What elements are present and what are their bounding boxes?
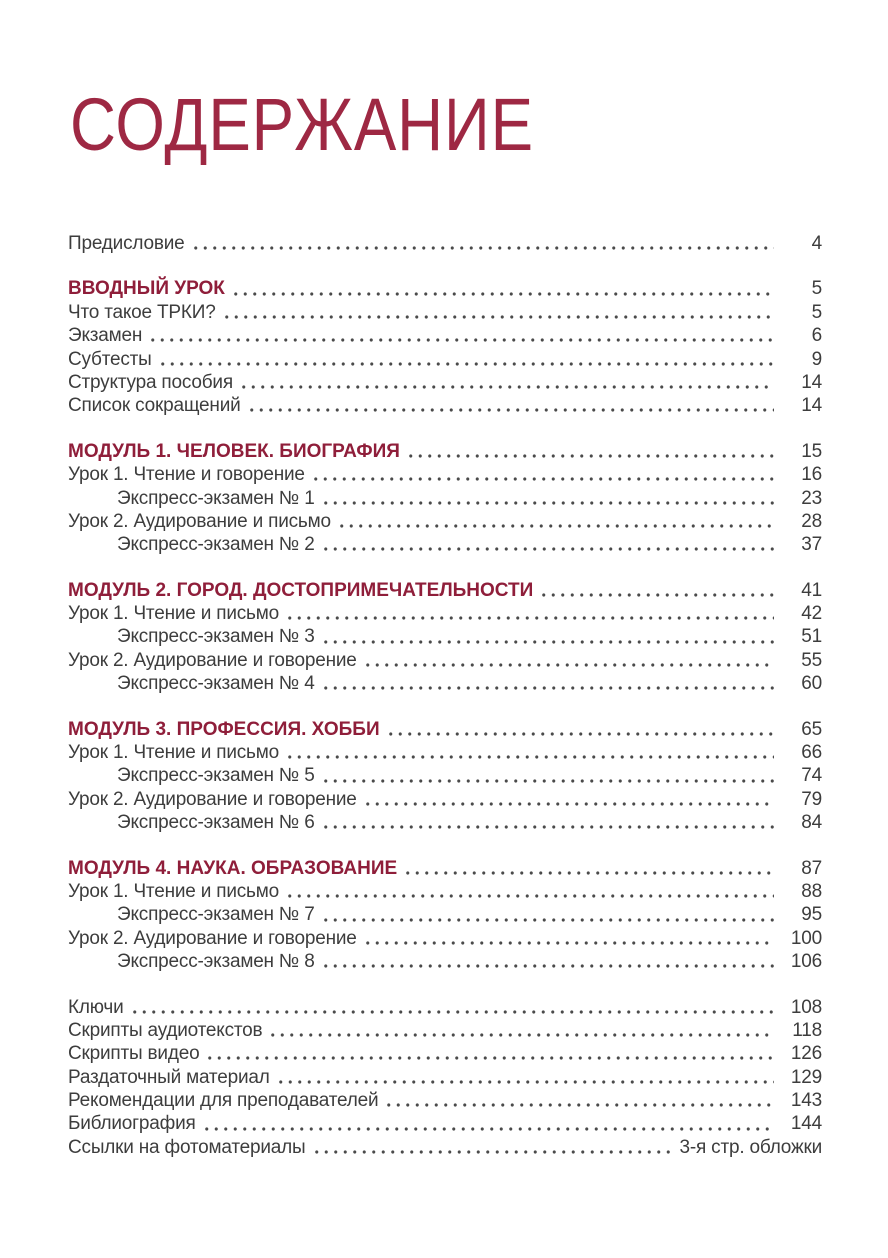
toc-entry-label: Экспресс-экзамен № 7 bbox=[117, 904, 315, 926]
toc-row bbox=[68, 301, 822, 324]
toc-row bbox=[68, 487, 822, 510]
toc-entry-label: Экспресс-экзамен № 1 bbox=[117, 487, 315, 509]
toc-entry-label: Урок 1. Чтение и письмо bbox=[68, 742, 279, 764]
dotted-leader bbox=[158, 348, 774, 371]
toc-entry-label: Ссылки на фотоматериалы bbox=[68, 1136, 306, 1158]
dotted-leader bbox=[276, 1066, 774, 1089]
toc-row bbox=[68, 371, 822, 394]
toc-entry-page: 106 bbox=[790, 951, 822, 973]
toc-entry-label: Скрипты аудиотекстов bbox=[68, 1019, 263, 1041]
dotted-leader bbox=[321, 487, 774, 510]
toc-row bbox=[68, 903, 822, 926]
toc-entry-page: 4 bbox=[811, 232, 822, 254]
toc-entry-label: Урок 2. Аудирование и говорение bbox=[68, 649, 357, 671]
toc-entry-label: Ключи bbox=[68, 996, 124, 1018]
toc-row bbox=[68, 741, 822, 764]
dotted-leader bbox=[539, 579, 774, 602]
toc-row bbox=[68, 533, 822, 556]
dotted-leader bbox=[321, 811, 774, 834]
dotted-leader bbox=[337, 510, 774, 533]
toc-entry-page: 88 bbox=[801, 880, 822, 902]
toc-entry-label: Структура пособия bbox=[68, 371, 233, 393]
toc-entry-page: 5 bbox=[811, 278, 822, 300]
toc-row bbox=[68, 232, 822, 255]
dotted-leader bbox=[363, 927, 774, 950]
dotted-leader bbox=[321, 672, 774, 695]
toc-row bbox=[68, 649, 822, 672]
toc-row bbox=[68, 1042, 822, 1065]
toc-section-heading-row bbox=[68, 277, 822, 300]
toc-entry-label: Урок 2. Аудирование и говорение bbox=[68, 788, 357, 810]
toc-row bbox=[68, 996, 822, 1019]
toc-entry-label: Субтесты bbox=[68, 348, 152, 370]
toc-entry-label: Скрипты видео bbox=[68, 1043, 200, 1065]
dotted-leader bbox=[321, 533, 774, 556]
toc-entry-label: Экзамен bbox=[68, 325, 143, 347]
dotted-leader bbox=[363, 649, 774, 672]
toc-section-heading-row bbox=[68, 718, 822, 741]
toc-row bbox=[68, 625, 822, 648]
toc-entry-label: Экспресс-экзамен № 4 bbox=[117, 673, 315, 695]
toc-group bbox=[68, 440, 822, 557]
toc-row bbox=[68, 510, 822, 533]
dotted-leader bbox=[285, 880, 774, 903]
toc-entry-label: Урок 1. Чтение и письмо bbox=[68, 880, 279, 902]
toc-entry-page: 84 bbox=[801, 812, 822, 834]
toc-entry-label: Что такое ТРКИ? bbox=[68, 301, 216, 323]
toc-entry-label: Рекомендации для преподавателей bbox=[68, 1090, 379, 1112]
dotted-leader bbox=[406, 440, 774, 463]
toc-entry-label: Библиография bbox=[68, 1113, 196, 1135]
toc-entry-label: Раздаточный материал bbox=[68, 1066, 270, 1088]
dotted-leader bbox=[247, 394, 774, 417]
toc-group bbox=[68, 232, 822, 255]
toc-entry-page: 14 bbox=[801, 371, 822, 393]
toc-entry-page: 55 bbox=[801, 649, 822, 671]
dotted-leader bbox=[363, 788, 774, 811]
toc-entry-label: Список сокращений bbox=[68, 395, 241, 417]
toc-entry-page: 118 bbox=[792, 1019, 822, 1041]
toc-entry-page: 16 bbox=[801, 464, 822, 486]
dotted-leader bbox=[321, 903, 774, 926]
dotted-leader bbox=[130, 996, 775, 1019]
toc-entry-label: МОДУЛЬ 4. НАУКА. ОБРАЗОВАНИЕ bbox=[68, 857, 398, 879]
toc-entry-page: 15 bbox=[801, 440, 822, 462]
dotted-leader bbox=[386, 718, 774, 741]
toc-entry-label: Урок 1. Чтение и говорение bbox=[68, 464, 305, 486]
dotted-leader bbox=[321, 950, 774, 973]
dotted-leader bbox=[384, 1089, 774, 1112]
toc-section-heading-row bbox=[68, 579, 822, 602]
toc-group bbox=[68, 718, 822, 835]
toc-entry-page: 95 bbox=[801, 904, 822, 926]
toc-entry-page: 87 bbox=[801, 857, 822, 879]
dotted-leader bbox=[148, 324, 774, 347]
toc-row bbox=[68, 764, 822, 787]
toc-entry-page: 100 bbox=[790, 927, 822, 949]
dotted-leader bbox=[321, 764, 774, 787]
dotted-leader bbox=[268, 1019, 774, 1042]
toc-entry-page: 6 bbox=[811, 325, 822, 347]
toc-row bbox=[68, 602, 822, 625]
dotted-leader bbox=[231, 277, 774, 300]
toc-row bbox=[68, 811, 822, 834]
toc-entry-label: Экспресс-экзамен № 5 bbox=[117, 765, 315, 787]
toc-section-heading-row bbox=[68, 857, 822, 880]
toc-entry-page: 144 bbox=[790, 1113, 822, 1135]
toc-entry-label: Урок 2. Аудирование и письмо bbox=[68, 510, 331, 532]
toc-entry-page: 129 bbox=[790, 1066, 822, 1088]
toc-entry-label: Экспресс-экзамен № 2 bbox=[117, 534, 315, 556]
toc-row bbox=[68, 1019, 822, 1042]
toc-row bbox=[68, 788, 822, 811]
toc-entry-page: 66 bbox=[801, 742, 822, 764]
dotted-leader bbox=[191, 232, 774, 255]
dotted-leader bbox=[285, 741, 774, 764]
dotted-leader bbox=[403, 857, 774, 880]
toc-row bbox=[68, 394, 822, 417]
toc-entry-page: 42 bbox=[801, 603, 822, 625]
toc-entry-label: МОДУЛЬ 2. ГОРОД. ДОСТОПРИМЕЧАТЕЛЬНОСТИ bbox=[68, 579, 534, 601]
toc-entry-page: 23 bbox=[801, 487, 822, 509]
dotted-leader bbox=[311, 463, 774, 486]
toc-row bbox=[68, 463, 822, 486]
toc-entry-page: 9 bbox=[811, 348, 822, 370]
toc-entry-page: 14 bbox=[801, 395, 822, 417]
page-title: СОДЕРЖАНИЕ bbox=[70, 83, 534, 166]
toc-entry-page: 60 bbox=[801, 673, 822, 695]
toc-entry-label: МОДУЛЬ 3. ПРОФЕССИЯ. ХОББИ bbox=[68, 718, 380, 740]
toc-entry-label: МОДУЛЬ 1. ЧЕЛОВЕК. БИОГРАФИЯ bbox=[68, 440, 400, 462]
toc-group bbox=[68, 277, 822, 417]
toc-entry-label: Предисловие bbox=[68, 232, 185, 254]
toc-entry-page: 3-я стр. обложки bbox=[679, 1136, 822, 1158]
toc-entry-page: 65 bbox=[801, 718, 822, 740]
toc-list bbox=[68, 232, 822, 1159]
dotted-leader bbox=[321, 625, 774, 648]
toc-entry-page: 41 bbox=[801, 579, 822, 601]
toc-row bbox=[68, 1089, 822, 1112]
toc-row bbox=[68, 1113, 822, 1136]
toc-group bbox=[68, 996, 822, 1160]
toc-row bbox=[68, 348, 822, 371]
toc-row bbox=[68, 1136, 822, 1159]
dotted-leader bbox=[222, 301, 774, 324]
toc-entry-label: Экспресс-экзамен № 3 bbox=[117, 626, 315, 648]
toc-entry-label: Экспресс-экзамен № 8 bbox=[117, 951, 315, 973]
toc-group bbox=[68, 579, 822, 696]
toc-entry-page: 108 bbox=[790, 996, 822, 1018]
toc-entry-page: 51 bbox=[801, 626, 822, 648]
toc-row bbox=[68, 880, 822, 903]
toc-entry-label: Урок 1. Чтение и письмо bbox=[68, 603, 279, 625]
toc-entry-label: Экспресс-экзамен № 6 bbox=[117, 812, 315, 834]
toc-entry-page: 37 bbox=[801, 534, 822, 556]
dotted-leader bbox=[285, 602, 774, 625]
toc-row bbox=[68, 672, 822, 695]
toc-entry-page: 79 bbox=[801, 788, 822, 810]
toc-row bbox=[68, 324, 822, 347]
dotted-leader bbox=[239, 371, 774, 394]
dotted-leader bbox=[205, 1042, 774, 1065]
toc-row bbox=[68, 1066, 822, 1089]
toc-entry-page: 74 bbox=[801, 765, 822, 787]
dotted-leader bbox=[202, 1113, 774, 1136]
toc-entry-page: 5 bbox=[811, 301, 822, 323]
toc-entry-label: Урок 2. Аудирование и говорение bbox=[68, 927, 357, 949]
toc-group bbox=[68, 857, 822, 974]
toc-section-heading-row bbox=[68, 440, 822, 463]
toc-entry-page: 143 bbox=[790, 1090, 822, 1112]
toc-row bbox=[68, 927, 822, 950]
toc-entry-page: 28 bbox=[801, 510, 822, 532]
toc-entry-label: ВВОДНЫЙ УРОК bbox=[68, 278, 225, 300]
toc-entry-page: 126 bbox=[790, 1043, 822, 1065]
dotted-leader bbox=[312, 1136, 676, 1159]
toc-row bbox=[68, 950, 822, 973]
